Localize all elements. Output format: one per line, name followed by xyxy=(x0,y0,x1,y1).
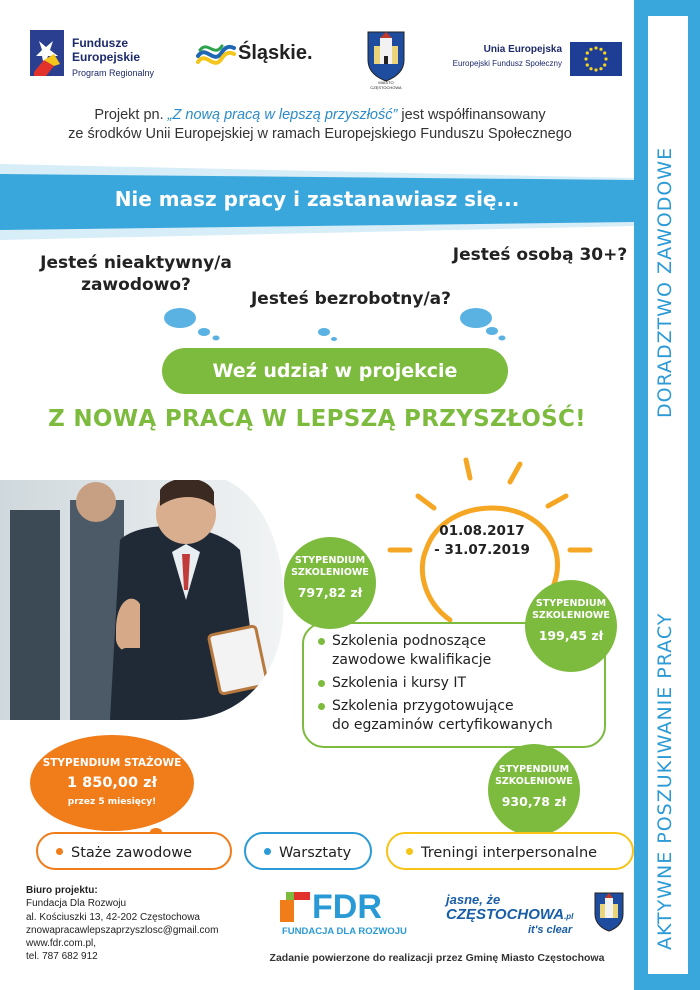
bullet-icon xyxy=(406,848,413,855)
office-email[interactable]: znowapracawlepszaprzyszlosc@gmail.com xyxy=(26,924,219,936)
slogan: Z NOWĄ PRACĄ W LEPSZĄ PRZYSZŁOŚĆ! xyxy=(48,406,586,432)
bullet-icon xyxy=(318,680,325,687)
city-crest-small-icon xyxy=(594,892,624,932)
bullet-icon xyxy=(318,638,325,645)
project-intro: Projekt pn. „Z nową pracą w lepszą przyszłość” jest współfinansowany ze środków Unii Europejskiej w ramach Europejskiego Funduszu Społecznego xyxy=(68,107,572,142)
slaskie-wave-icon xyxy=(196,38,236,70)
office-phone: tel. 787 682 912 xyxy=(26,951,98,963)
list-item: Szkolenia i kursy IT xyxy=(318,674,553,693)
fundusze-star-icon xyxy=(30,30,64,76)
fundusze-sub: Program Regionalny xyxy=(72,68,155,78)
fdr-logo xyxy=(280,888,420,942)
stipend-bubble-2: STYPENDIUM SZKOLENIOWE 199,45 zł xyxy=(525,580,617,672)
stipend-bubble-3: STYPENDIUM SZKOLENIOWE 930,78 zł xyxy=(488,744,580,836)
list-item: Szkolenia przygotowujące do egzaminów certyfikowanych xyxy=(318,697,553,735)
crest-caption: MIASTO CZĘSTOCHOWA xyxy=(370,80,402,90)
footer-note: Zadanie powierzone do realizacji przez Gminę Miasto Częstochowa xyxy=(269,952,605,964)
office-title: Biuro projektu: xyxy=(26,885,98,896)
side-banner-top-text: DORADZTWO ZAWODOWE xyxy=(654,146,676,418)
office-line: Fundacja Dla Rozwoju xyxy=(26,898,127,910)
question-inactive: Jesteś nieaktywny/a zawodowo? xyxy=(40,253,232,295)
ue-title: Unia Europejska xyxy=(483,44,562,55)
offer-workshops: Warsztaty xyxy=(244,832,372,870)
slaskie-text: Śląskie. xyxy=(238,42,313,64)
list-item: Szkolenia podnoszące zawodowe kwalifikacje xyxy=(318,632,553,670)
cta-banner: Weź udział w projekcie xyxy=(162,348,508,394)
city-crest-icon xyxy=(366,30,406,82)
side-banner-bottom-text: AKTYWNE POSZUKIWANIE PRACY xyxy=(654,612,676,950)
project-office xyxy=(26,884,218,964)
offer-internships: Staże zawodowe xyxy=(36,832,232,870)
ue-sub: Europejski Fundusz Społeczny xyxy=(452,59,562,68)
office-address: al. Kościuszki 13, 42-202 Częstochowa xyxy=(26,911,200,923)
office-website[interactable]: www.fdr.com.pl, xyxy=(26,938,97,950)
headline: Nie masz pracy i zastanawiasz się... xyxy=(114,187,520,211)
stipend-bubble-1: STYPENDIUM SZKOLENIOWE 797,82 zł xyxy=(284,537,376,629)
fdr-mark-icon xyxy=(280,892,310,922)
offer-trainings: Treningi interpersonalne xyxy=(386,832,634,870)
question-unemployed: Jesteś bezrobotny/a? xyxy=(250,289,452,309)
bullet-icon xyxy=(56,848,63,855)
eu-flag-icon xyxy=(570,42,622,76)
project-dates: 01.08.2017 - 31.07.2019 xyxy=(434,523,530,558)
czestochowa-logo: jasne, że CZĘSTOCHOWA.pl it's clear xyxy=(446,892,574,936)
business-team-photo xyxy=(0,480,286,720)
bullet-icon xyxy=(264,848,271,855)
fundusze-title: Fundusze Europejskie xyxy=(72,36,141,64)
project-name: „Z nową pracą w lepszą przyszłość” xyxy=(167,107,398,123)
fdr-sub: FUNDACJA DLA ROZWOJU xyxy=(282,926,407,937)
bullet-icon xyxy=(318,703,325,710)
question-age: Jesteś osobą 30+? xyxy=(452,245,628,265)
fdr-name: FDR xyxy=(312,888,382,926)
internship-bubble: STYPENDIUM STAŻOWE 1 850,00 zł przez 5 miesięcy! xyxy=(30,735,194,831)
